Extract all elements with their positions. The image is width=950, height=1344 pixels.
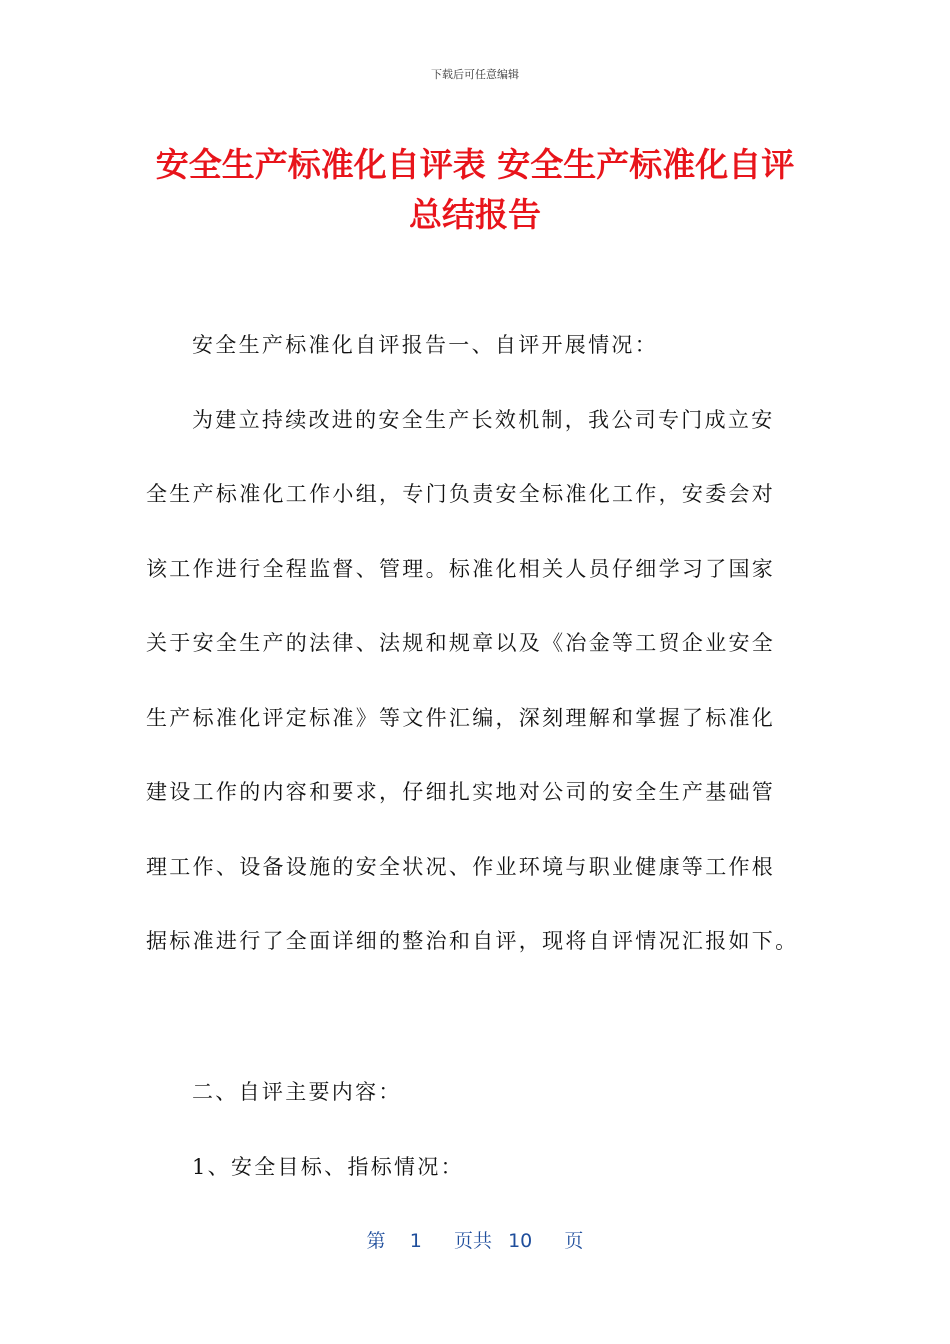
section-1-heading: 安全生产标准化自评报告一、自评开展情况： bbox=[192, 333, 658, 357]
page-footer bbox=[0, 1226, 950, 1253]
paragraph-line: 为建立持续改进的安全生产长效机制，我公司专门成立安 bbox=[192, 407, 775, 432]
header-note: 下载后可任意编辑 bbox=[431, 68, 519, 81]
section-2-heading: 二、自评主要内容： bbox=[192, 1080, 402, 1104]
paragraph-line: 生产标准化评定标准》等文件汇编，深刻理解和掌握了标准化 bbox=[146, 705, 776, 730]
paragraph-line: 理工作、设备设施的安全状况、作业环境与职业健康等工作根 bbox=[146, 854, 776, 879]
paragraph-line: 关于安全生产的法律、法规和规章以及《冶金等工贸企业安全 bbox=[146, 631, 776, 655]
footer-suffix: 页 bbox=[564, 1230, 584, 1252]
page-number: 1 bbox=[409, 1230, 422, 1252]
title-line-1: 安全生产标准化自评表 安全生产标准化自评 bbox=[155, 145, 795, 184]
section-2 bbox=[146, 1055, 806, 1204]
item-1-heading: 1、安全目标、指标情况： bbox=[192, 1154, 464, 1179]
paragraph-line: 全生产标准化工作小组，专门负责安全标准化工作，安委会对 bbox=[146, 482, 776, 506]
footer-middle: 页共 bbox=[453, 1230, 492, 1252]
footer-prefix: 第 bbox=[366, 1230, 386, 1252]
total-pages: 10 bbox=[508, 1230, 533, 1252]
section-1 bbox=[146, 308, 806, 979]
paragraph-line: 据标准进行了全面详细的整治和自评，现将自评情况汇报如下。 bbox=[146, 929, 799, 953]
paragraph-line: 建设工作的内容和要求，仔细扎实地对公司的安全生产基础管 bbox=[146, 780, 776, 804]
document-title bbox=[120, 140, 830, 240]
paragraph-line: 该工作进行全程监督、管理。标准化相关人员仔细学习了国家 bbox=[146, 556, 776, 581]
title-line-2: 总结报告 bbox=[409, 195, 541, 234]
